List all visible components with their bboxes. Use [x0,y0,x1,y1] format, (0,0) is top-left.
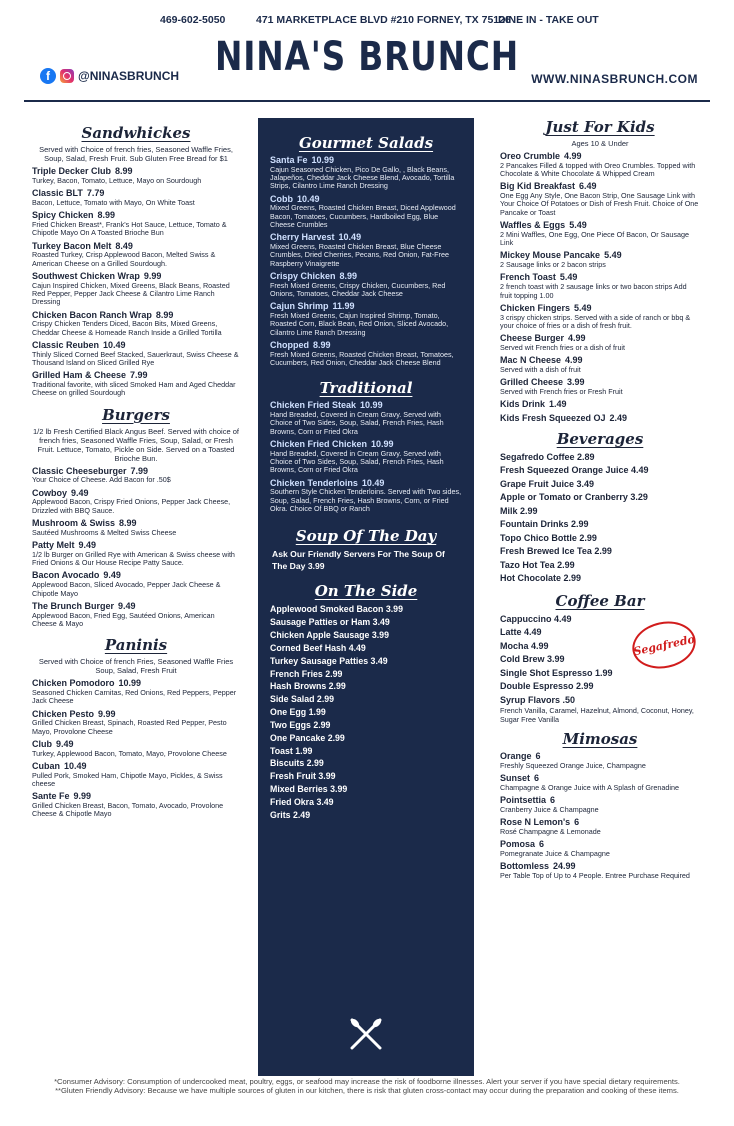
item-price: 10.49 [297,193,320,204]
item-name: Santa Fe [270,155,308,165]
item-description: Traditional favorite, with sliced Smoked Ham and Aged Cheddar Cheese on grilled Sourdough [32,380,236,398]
item-price: 8.99 [339,270,358,281]
list-item: Apple or Tomato or Cranberry 3.29 [500,492,648,503]
menu-item [32,188,240,207]
consumer-advisory: *Consumer Advisory: Consumption of undercooked meat, poultry, eggs, or seafood may increase the risk of foodborne illnesses. Alert your server if you have special dietary requirements. [54,1077,680,1086]
item-name: Sunset [500,773,531,784]
item-price: 8.99 [115,166,133,176]
item-price: 9.49 [71,487,89,498]
menu-item [500,220,700,247]
item-name: French Toast [500,272,556,283]
soup-text: Ask Our Friendly Servers For The Soup Of The Day 3.99 [272,549,445,571]
list-item: Segafredo Coffee 2.89 [500,451,595,462]
menu-item [270,400,462,436]
section-title-salads: Gourmet Salads [298,134,434,152]
menu-item [270,340,462,367]
item-price: 9.49 [78,540,97,551]
list-item: Fountain Drinks 2.99 [500,519,589,530]
item-name: Bacon Avocado [32,570,100,581]
header-divider [24,100,710,102]
menu-item [500,250,700,269]
restaurant-title: NINA'S BRUNCH [214,34,520,80]
item-description: Rosé Champagne & Lemonade [500,827,601,837]
kids-note: Ages 10 & Under [571,139,629,148]
item-price: 9.49 [56,738,74,749]
list-item: Syrup Flavors .50 [500,694,576,705]
item-price: 6 [550,795,556,806]
item-name: Oreo Crumble [500,151,561,161]
item-name: Cherry Harvest [270,232,335,243]
menu-item [500,861,700,880]
item-description: 2 Pancakes Filled & topped with Oreo Crumbles. Topped with Chocolate & White Chocolate & Whipped Cream [500,160,696,179]
menu-item-name [500,399,700,410]
item-price: 10.99 [360,400,383,411]
item-description: Turkey, Bacon, Tomato, Lettuce, Mayo on Sourdough [32,175,202,185]
list-item: Fresh Fruit 3.99 [270,771,336,782]
item-description: One Egg Any Style, One Bacon Strip, One Sausage Link with Your Choice Of Potatoes or Dish of Fresh Fruit. Choice of One Pancake or Toast [500,191,699,217]
menu-item [32,370,240,397]
item-price: 4.99 [564,151,582,161]
item-name: Cowboy [32,487,67,498]
item-description: Champagne & Orange Juice with A Splash of Grenadine [500,782,679,792]
burgers-list [32,466,240,629]
item-description: Served wit French fries or a dish of fruit [500,342,626,352]
item-name: Chicken Fingers [500,302,571,313]
menu-item [270,478,462,514]
item-name: Chicken Tenderloins [270,477,358,488]
phone-number[interactable]: 469-602-5050 [160,14,226,26]
menu-item [500,377,700,396]
item-name: Classic Reuben [32,339,100,350]
item-price: 5.49 [559,272,578,283]
list-item: Chicken Apple Sausage 3.99 [270,630,389,641]
menu-item [500,303,700,330]
item-name: Spicy Chicken [32,210,94,221]
section-title-traditional: Traditional [319,379,413,398]
instagram-icon[interactable] [60,69,74,83]
item-name: Chicken Bacon Ranch Wrap [32,309,152,320]
item-description: Bacon, Lettuce, Tomato with Mayo, On White Toast [32,197,195,207]
menu-item [270,232,462,268]
item-name: Pomosa [500,839,536,850]
item-description: Applewood Bacon, Sliced Avocado, Pepper Jack Cheese & Chipotle Mayo [32,580,221,598]
item-description: Southern Style Chicken Tenderloins. Served with Two sides, Soup, Salad, French Fries, Hash Browns, Corn, or Fried Okra. Choice Of BBQ or Ranch [270,487,462,513]
item-price: 7.99 [130,465,149,476]
list-item: Hot Chocolate 2.99 [500,573,582,584]
item-price: 10.49 [338,232,362,243]
item-name: Kids Fresh Squeezed OJ [500,413,606,424]
syrup-flavors: French Vanilla, Caramel, Hazelnut, Almond, Coconut, Honey, Sugar Free Vanilla [500,706,694,724]
left-column [32,118,240,819]
item-price: 6.49 [579,181,597,192]
list-item: Two Eggs 2.99 [270,719,331,730]
item-name: Cuban [32,760,60,771]
item-description: 2 Mini Waffles, One Egg, One Piece Of Bacon, Or Sausage Link [500,229,689,248]
item-description: Applewood Bacon, Fried Egg, Sautéed Onions, American Cheese & Mayo [32,610,215,628]
segafredo-logo: Segafredo [628,616,700,674]
item-description: Mixed Greens, Roasted Chicken Breast, Diced Applewood Bacon, Tomatoes, Cucumbers, Hardboiled Egg, Blue Cheese Crumbles [270,203,456,229]
item-price: 10.49 [64,760,87,771]
coffee-bar-section [500,592,700,724]
list-item: Mocha 4.99 [500,640,549,651]
menu-item [500,751,700,770]
menu-item [500,413,700,424]
item-description: Hand Breaded, Covered in Cream Gravy. Served with Choice of Two Sides, Soup, Salad, French Fries, Hash Browns, Corn or Fried Okra [270,448,444,475]
item-price: 11.99 [332,301,355,312]
item-price: 8.49 [115,240,133,251]
item-description: 3 crispy chicken strips. Served with a side of ranch or bbq & your choice of fries or a dish of fresh fruit. [500,312,691,330]
item-name: Grilled Ham & Cheese [32,370,127,381]
item-name: Chopped [270,339,309,350]
item-price: 5.49 [574,302,592,313]
menu-item [270,194,462,230]
item-price: 9.99 [73,791,92,802]
item-price: 6 [574,817,580,828]
item-description: Per Table Top of Up to 4 People. Entree Purchase Required [500,871,690,881]
menu-item [500,181,700,217]
menu-item [32,791,240,818]
item-name: Sante Fe [32,791,70,802]
section-title-sandwiches: Sandwhickes [81,124,191,142]
menu-item-name [500,413,700,424]
fork-knife-icon [346,1014,386,1054]
menu-item [32,570,240,597]
item-name: Mushroom & Swiss [32,518,116,529]
section-title-kids: Just For Kids [545,118,655,136]
list-item: One Pancake 2.99 [270,732,345,743]
item-price: 24.99 [553,861,576,872]
item-description: Mixed Greens, Roasted Chicken Breast, Blue Cheese Crumbles, Dried Cherries, Pecans, Red Onion, Fat-Free Raspberry Vinaigrette [270,242,449,268]
menu-item [500,795,700,814]
item-price: 7.79 [86,188,105,199]
menu-item [500,333,700,352]
list-item: Sausage Patties or Ham 3.49 [270,617,390,628]
mimosas-list [500,751,700,880]
list-item: Fried Okra 3.49 [270,796,334,807]
traditional-list [270,400,462,513]
item-price: 10.49 [103,339,126,350]
list-item: Turkey Sausage Patties 3.49 [270,655,388,666]
menu-item [500,399,700,410]
list-item: Double Espresso 2.99 [500,681,594,692]
item-description: Served with a dish of fruit [500,365,581,375]
item-name: Grilled Cheese [500,377,564,388]
list-item: French Fries 2.99 [270,668,343,679]
list-item: Biscuits 2.99 [270,758,324,769]
sandwiches-note: Served with Choice of french fries, Seasoned Waffle Fries, Soup, Salad, Fresh Fruit. Sub Gluten Free Bread for $1 [39,145,233,163]
menu-item [32,488,240,515]
menu-item [500,272,700,299]
item-name: Chicken Fried Steak [270,400,357,411]
list-item: Grape Fruit Juice 3.49 [500,478,595,489]
list-item: Fresh Squeezed Orange Juice 4.49 [500,465,649,476]
item-description: Grilled Chicken Breast, Spinach, Roasted Red Pepper, Pesto Mayo, Provolone Cheese [32,718,227,736]
item-name: Cheese Burger [500,333,565,344]
list-item: Corned Beef Hash 4.49 [270,642,366,653]
menu-item [270,301,462,337]
menu-item [32,709,240,736]
menu-item [32,310,240,337]
item-name: Chicken Pesto [32,708,95,719]
item-name: Orange [500,751,532,762]
menu-item [32,340,240,367]
item-name: Chicken Pomodoro [32,678,115,689]
item-description: Turkey, Applewood Bacon, Tomato, Mayo, Provolone Cheese [32,748,227,758]
item-price: 8.99 [155,309,174,320]
beverages-list [500,451,700,586]
item-price: 6 [539,839,545,850]
item-name: The Brunch Burger [32,600,115,611]
item-name: Kids Drink [500,399,546,410]
item-price: 5.49 [604,250,622,261]
item-price: 5.49 [569,220,587,230]
item-description: Crispy Chicken Tenders Diced, Bacon Bits, Mixed Greens, Cheddar Cheese & Homeade Ranch Inside a Grilled Tortilla [32,319,222,337]
section-title-mimosas: Mimosas [562,730,638,749]
menu-item [32,601,240,628]
list-item: Fresh Brewed Ice Tea 2.99 [500,546,612,557]
item-price: 4.99 [565,355,583,366]
item-description: Cajun Seasoned Chicken, Pico De Gallo, , Black Beans, Jalapeños, Cheddar Jack Cheese Blend, Avocado, Tortilla Strips, Cilantro Lime Ranch Dressing [270,164,455,191]
menu-item [32,241,240,268]
burgers-note: 1/2 lb Fresh Certified Black Angus Beef. Served with choice of french fries, Seasoned Waffle Fries, Soup, Salad, or Fresh Fruit. Lettuce, Tomato, Pickle on Side. Served on a Toasted Brioche Bun. [33,426,239,463]
menu-item [270,155,462,191]
menu-item-name [32,601,240,612]
item-description: Pulled Pork, Smoked Ham, Chipotle Mayo, Pickles, & Swiss cheese [32,770,223,789]
list-item: One Egg 1.99 [270,707,326,718]
section-title-beverages: Beverages [556,429,644,448]
menu-item [32,761,240,788]
list-item: Cold Brew 3.99 [500,654,565,665]
menu-item [32,678,240,705]
item-price: 6 [535,751,541,762]
kids-list [500,151,700,424]
item-name: Patty Melt [32,540,75,551]
item-price: 8.99 [97,210,116,221]
menu-item [32,166,240,185]
item-name: Cajun Shrimp [270,301,329,312]
item-name: Classic Cheeseburger [32,465,127,476]
item-price: 9.99 [143,270,162,281]
item-price: 1.49 [549,399,567,410]
advisory-footer [30,1078,704,1095]
item-price: 2.49 [609,413,628,424]
paninis-list [32,678,240,819]
item-name: Mickey Mouse Pancake [500,250,601,261]
item-price: 10.99 [371,438,394,449]
item-name: Southwest Chicken Wrap [32,270,140,281]
list-item: Applewood Smoked Bacon 3.99 [270,604,403,615]
section-title-burgers: Burgers [102,405,170,424]
item-name: Chicken Fried Chicken [270,438,368,449]
list-item: Milk 2.99 [500,505,538,516]
list-item: Latte 4.49 [500,627,542,638]
item-description: Served with French fries or Fresh Fruit [500,387,623,397]
item-name: Cobb [270,193,293,204]
item-description: Pomegranate Juice & Champagne [500,849,610,859]
item-description: Applewood Bacon, Crispy Fried Onions, Pepper Jack Cheese, Drizzled with BBQ Sauce. [32,497,231,515]
list-item: Toast 1.99 [270,745,313,756]
item-price: 8.99 [119,518,137,529]
menu-item [32,466,240,485]
sides-list [270,603,462,821]
menu-item [32,540,240,567]
item-price: 7.99 [130,370,148,381]
item-description: Seasoned Chicken Carnitas, Red Onions, Red Peppers, Pepper Jack Cheese [32,687,237,706]
item-description: Grilled Chicken Breast, Bacon, Tomato, Avocado, Provolone Cheese & Chipotle Mayo [32,801,224,819]
list-item: Mixed Berries 3.99 [270,783,348,794]
menu-item [32,210,240,237]
salads-list [270,155,462,367]
section-title-soup: Soup Of The Day [295,527,437,546]
list-item: Cappuccino 4.49 [500,613,572,624]
item-description: Fresh Mixed Greens, Crispy Chicken, Cucumbers, Red Onions, Tomatoes, Cheddar Jack Cheese [270,280,446,298]
item-description: 1/2 lb Burger on Grilled Rye with American & Swiss cheese with Fried Onions & Our House Recipe Patty Sauce. [32,549,235,568]
menu-item [32,739,240,758]
paninis-note: Served with Choice of french Fries, Seasoned Waffle Fries Soup, Salad, Fresh Fruit [38,657,234,676]
menu-item [500,839,700,858]
item-description: Cranberry Juice & Champagne [500,805,599,814]
section-title-sides: On The Side [314,582,418,601]
item-name: Club [32,738,52,749]
item-description: Roasted Turkey, Crisp Applewood Bacon, Melted Swiss & American Cheese on a Grilled Sourdough. [32,250,216,268]
item-description: Sautéed Mushrooms & Melted Swiss Cheese [32,527,177,537]
address: 471 MARKETPLACE BLVD #210 FORNEY, TX 75126 [256,14,511,26]
list-item: Topo Chico Bottle 2.99 [500,532,597,543]
menu-item [32,518,240,537]
list-item: Side Salad 2.99 [270,694,335,705]
sandwiches-list [32,166,240,398]
facebook-icon[interactable]: f [40,68,56,84]
item-name: Waffles & Eggs [500,220,566,230]
item-name: Bottomless [500,861,550,872]
list-item: Grits 2.49 [270,809,311,820]
item-price: 10.99 [118,678,142,689]
item-description: Fried Chicken Breast*, Frank's Hot Sauce, Lettuce, Tomato & Chipotle Mayo On A Toasted Brioche Bun [32,219,227,238]
item-description: Fresh Mixed Greens, Roasted Chicken Breast, Tomatoes, Cucumbers, Red Onion, Cheddar Jack Cheese Blend [270,349,454,367]
menu-item [500,773,700,792]
middle-column [258,118,474,1076]
item-description: Cajun Inspired Chicken, Mixed Greens, Black Beans, Roasted Red Pepper, Pepper Jack Cheese & Cilantro Lime Ranch Dressing [32,280,230,307]
menu-item [500,355,700,374]
gluten-advisory: **Gluten Friendly Advisory: Because we have multiple sources of gluten in our kitchen, there is risk that gluten cross-contact may occur during the preparation and cooking of these items. [55,1085,679,1095]
item-name: Crispy Chicken [270,270,336,281]
item-name: Mac N Cheese [500,355,562,366]
item-price: 10.49 [361,477,385,488]
menu-item [500,151,700,178]
item-name: Rose N Lemon's [500,817,571,828]
item-name: Big Kid Breakfast [500,181,576,192]
service-type: DINE IN - TAKE OUT [498,14,599,26]
item-price: 9.49 [103,570,121,581]
item-name: Pointsettia [500,795,547,806]
list-item: Tazo Hot Tea 2.99 [500,559,575,570]
item-description: Fresh Mixed Greens, Cajun Inspired Shrimp, Tomato, Roasted Corn, Black Bean, Red Onion, Sliced Avocado, Cilantro Lime Ranch Dressing [270,311,449,337]
section-title-paninis: Paninis [104,636,168,655]
item-description: 2 french toast with 2 sausage links or two bacon strips Add fruit topping 1.00 [500,282,687,300]
list-item: Hash Browns 2.99 [270,681,346,692]
item-price: 8.99 [313,339,331,350]
item-description: 2 Sausage links or 2 bacon strips [500,260,606,270]
item-price: 10.99 [311,155,335,165]
item-price: 4.99 [568,333,586,344]
section-title-coffee: Coffee Bar [555,591,645,610]
item-name: Classic BLT [32,188,83,199]
item-description: Thinly Sliced Corned Beef Stacked, Sauerkraut, Swiss Cheese & Thousand Island on Sliced Grilled Rye [32,349,239,367]
item-name: Triple Decker Club [32,166,112,176]
item-description: Hand Breaded, Covered in Cream Gravy. Served with Choice of Two Sides, Soup, Salad, French Fries, Hash Browns, Corn or Fried Okra [270,410,444,436]
item-price: 9.99 [98,708,116,719]
website-link[interactable]: WWW.NINASBRUNCH.COM [531,72,698,86]
item-price: 9.49 [118,600,136,611]
item-description: Freshly Squeezed Orange Juice, Champagne [500,760,646,770]
list-item: Single Shot Espresso 1.99 [500,667,613,678]
item-price: 6 [534,773,540,784]
menu-item [500,817,700,836]
menu-item [270,271,462,298]
menu-item [32,271,240,307]
item-price: 3.99 [567,377,585,388]
item-name: Turkey Bacon Melt [32,240,112,251]
social-handles [40,68,179,84]
right-column [500,118,700,881]
menu-item-name [500,303,700,314]
social-handle[interactable]: @NINASBRUNCH [78,69,180,83]
menu-item [270,439,462,475]
item-description: Your Choice of Cheese. Add Bacon for .50$ [32,475,171,485]
